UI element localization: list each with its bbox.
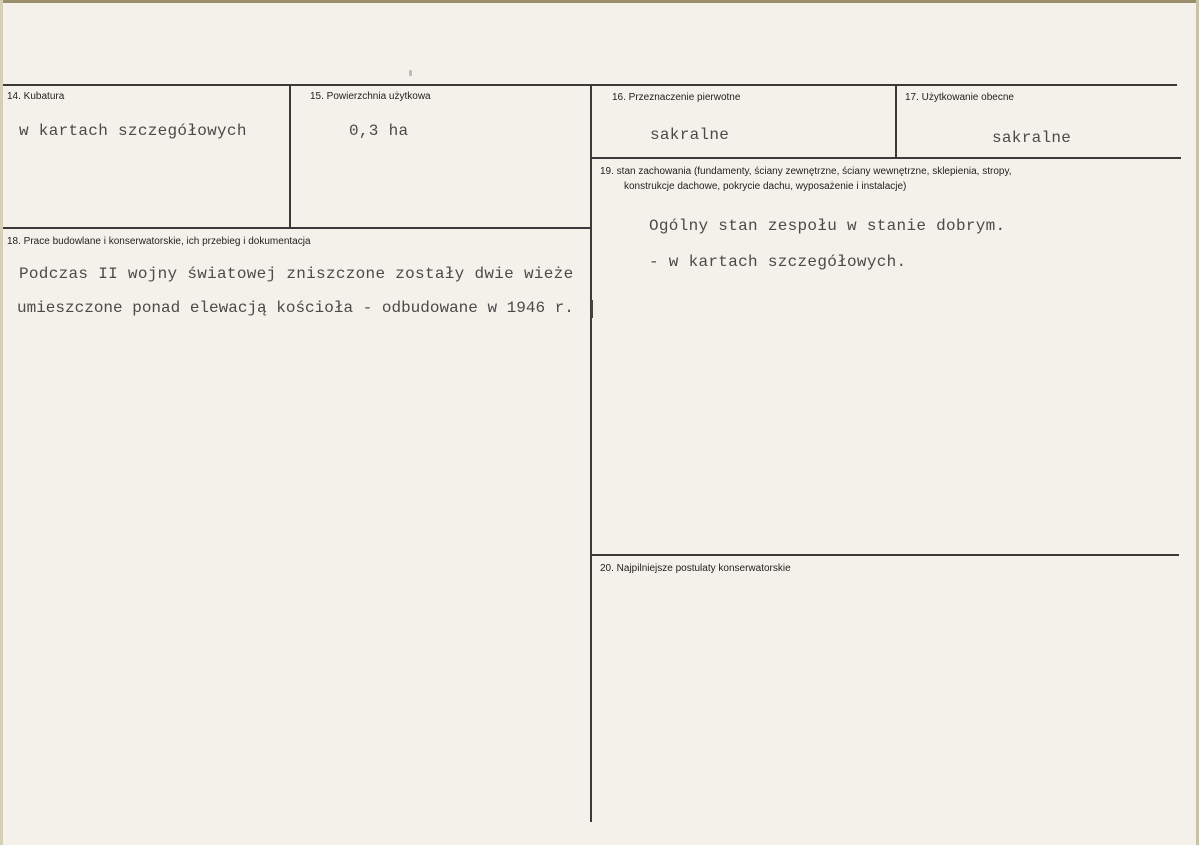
field-19-line-2: - w kartach szczegółowych. bbox=[649, 253, 907, 271]
field-14-value: w kartach szczegółowych bbox=[19, 122, 247, 140]
field-20-label: 20. Najpilniejsze postulaty konserwatorskie bbox=[600, 563, 791, 574]
typewriter-margin-mark bbox=[591, 300, 593, 318]
field-18-label: 18. Prace budowlane i konserwatorskie, ich przebieg i dokumentacja bbox=[7, 236, 311, 247]
rule-under-14-15 bbox=[3, 227, 590, 229]
card-top-edge bbox=[0, 0, 1199, 3]
field-15-value: 0,3 ha bbox=[349, 122, 409, 140]
main-divider bbox=[590, 84, 592, 822]
divider-14-15 bbox=[289, 84, 291, 228]
rule-above-20 bbox=[592, 554, 1179, 556]
divider-16-17 bbox=[895, 84, 897, 157]
field-19-label-line-1: 19. stan zachowania (fundamenty, ściany zewnętrzne, ściany wewnętrzne, sklepienia, stropy, bbox=[600, 166, 1012, 177]
card-left-edge bbox=[0, 0, 3, 845]
rule-under-16-17 bbox=[592, 157, 1181, 159]
field-16-value: sakralne bbox=[650, 126, 730, 144]
field-15-label: 15. Powierzchnia użytkowa bbox=[310, 91, 431, 102]
field-18-line-1: Podczas II wojny światowej zniszczone zostały dwie wieże bbox=[19, 265, 574, 283]
paper-speck bbox=[409, 70, 412, 76]
field-17-value: sakralne bbox=[992, 129, 1072, 147]
field-16-label: 16. Przeznaczenie pierwotne bbox=[612, 92, 741, 103]
field-18-line-2: umieszczone ponad elewacją kościoła - odbudowane w 1946 r. bbox=[17, 299, 574, 317]
field-17-label: 17. Użytkowanie obecne bbox=[905, 92, 1014, 103]
field-14-label: 14. Kubatura bbox=[7, 91, 65, 102]
field-19-line-1: Ogólny stan zespołu w stanie dobrym. bbox=[649, 217, 1006, 235]
field-19-label-line-2: konstrukcje dachowe, pokrycie dachu, wyposażenie i instalacje) bbox=[624, 181, 907, 192]
